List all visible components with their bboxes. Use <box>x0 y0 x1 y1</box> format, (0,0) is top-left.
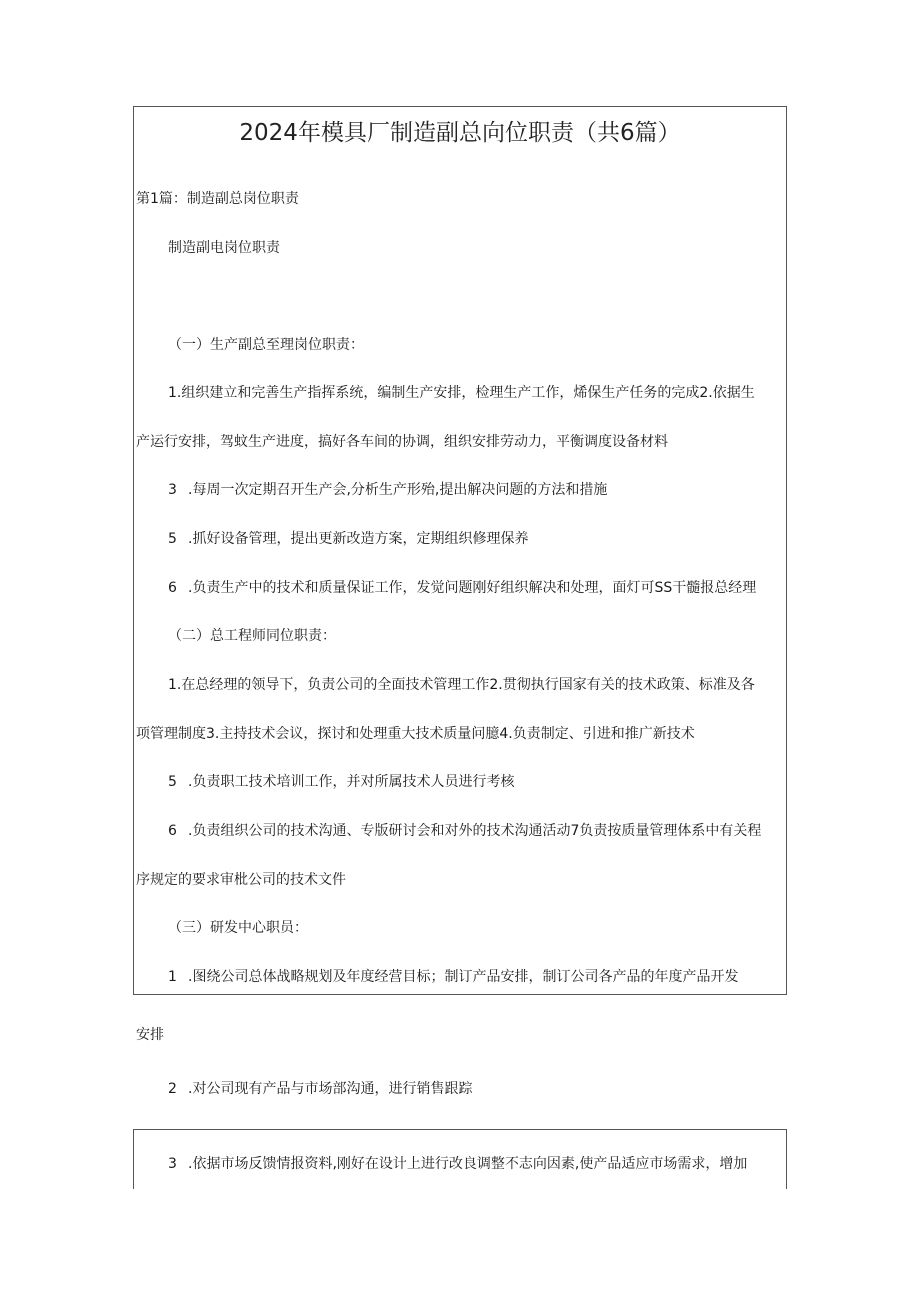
document-title: 2024年模具厂制造副总向位职责（共6篇） <box>239 120 681 146</box>
part3-heading: （三）研发中心职员： <box>168 920 308 936</box>
section-heading: 第1篇：制造副总岗位职责 <box>136 191 299 207</box>
part2-item1-line2: 项管理制度3.主持技术会议，探讨和处理重大技术质量问臆4.负责制定、引进和推广新技术 <box>136 726 695 742</box>
part1-item1-line1: 1.组织建立和完善生产指挥系统，编制生产安排，检理生产工作，烯保生产任务的完成2.依据生 <box>168 385 755 401</box>
part3-item1-text: .图绕公司总体战略规划及年度经营目标；制订产品安排，制订公司各产品的年度产品开发 <box>188 969 739 985</box>
part1-item3-number: 3 <box>168 482 177 498</box>
part1-item5-number: 5 <box>168 531 177 547</box>
part2-item5-text: .负责职工技术培训工作，并对所属技术人员进行考核 <box>188 774 515 790</box>
part1-item3-text: .每周一次定期召开生产会,分析生产形殆,提出解决问题的方法和措施 <box>188 482 608 498</box>
part1-item6-text: .负责生产中的技术和质量保证工作，发觉问题刚好组织解决和处理，面灯可SS干髓报总经理 <box>188 580 757 596</box>
part2-item6-line2: 序规定的要求审枇公司的技术文件 <box>136 872 346 888</box>
part1-item1-line2: 产运行安排，驾蚊生产进度，搞好各车间的协调，组织安排劳动力，平衡调度设备材料 <box>136 434 668 450</box>
part2-item5-number: 5 <box>168 774 177 790</box>
part3-item2-number: 2 <box>168 1081 177 1097</box>
part3-item1-number: 1 <box>168 969 177 985</box>
part1-item6-number: 6 <box>168 580 177 596</box>
part2-item6-text: .负责组织公司的技术沟通、专版研讨会和对外的技术沟通活动7负责按质量管理体系中有关程 <box>188 823 762 839</box>
part1-heading: （一）生产副总至理岗位职责： <box>168 337 364 353</box>
subheading: 制造副电岗位职责 <box>168 240 280 256</box>
part3-item3-number: 3 <box>168 1156 177 1172</box>
part2-item1-line1: 1.在总经理的领导下，负责公司的全面技术管理工作2.贯彻执行国家有关的技术政策、标准及各 <box>168 677 755 693</box>
part2-item6-number: 6 <box>168 823 177 839</box>
part3-item2-text: .对公司现有产品与市场部沟通，进行销售跟踪 <box>188 1081 473 1097</box>
part3-item3-text: .依据市场反馈情报资料,刚好在设计上进行改良调整不志向因素,使产品适应市场需求，增加 <box>188 1156 748 1172</box>
part2-heading: （二）总工程师同位职责： <box>168 628 336 644</box>
part3-item1-continuation: 安排 <box>136 1027 164 1043</box>
part1-item5-text: .抓好设备管理，提出更新改造方案，定期组织修理保养 <box>188 531 529 547</box>
